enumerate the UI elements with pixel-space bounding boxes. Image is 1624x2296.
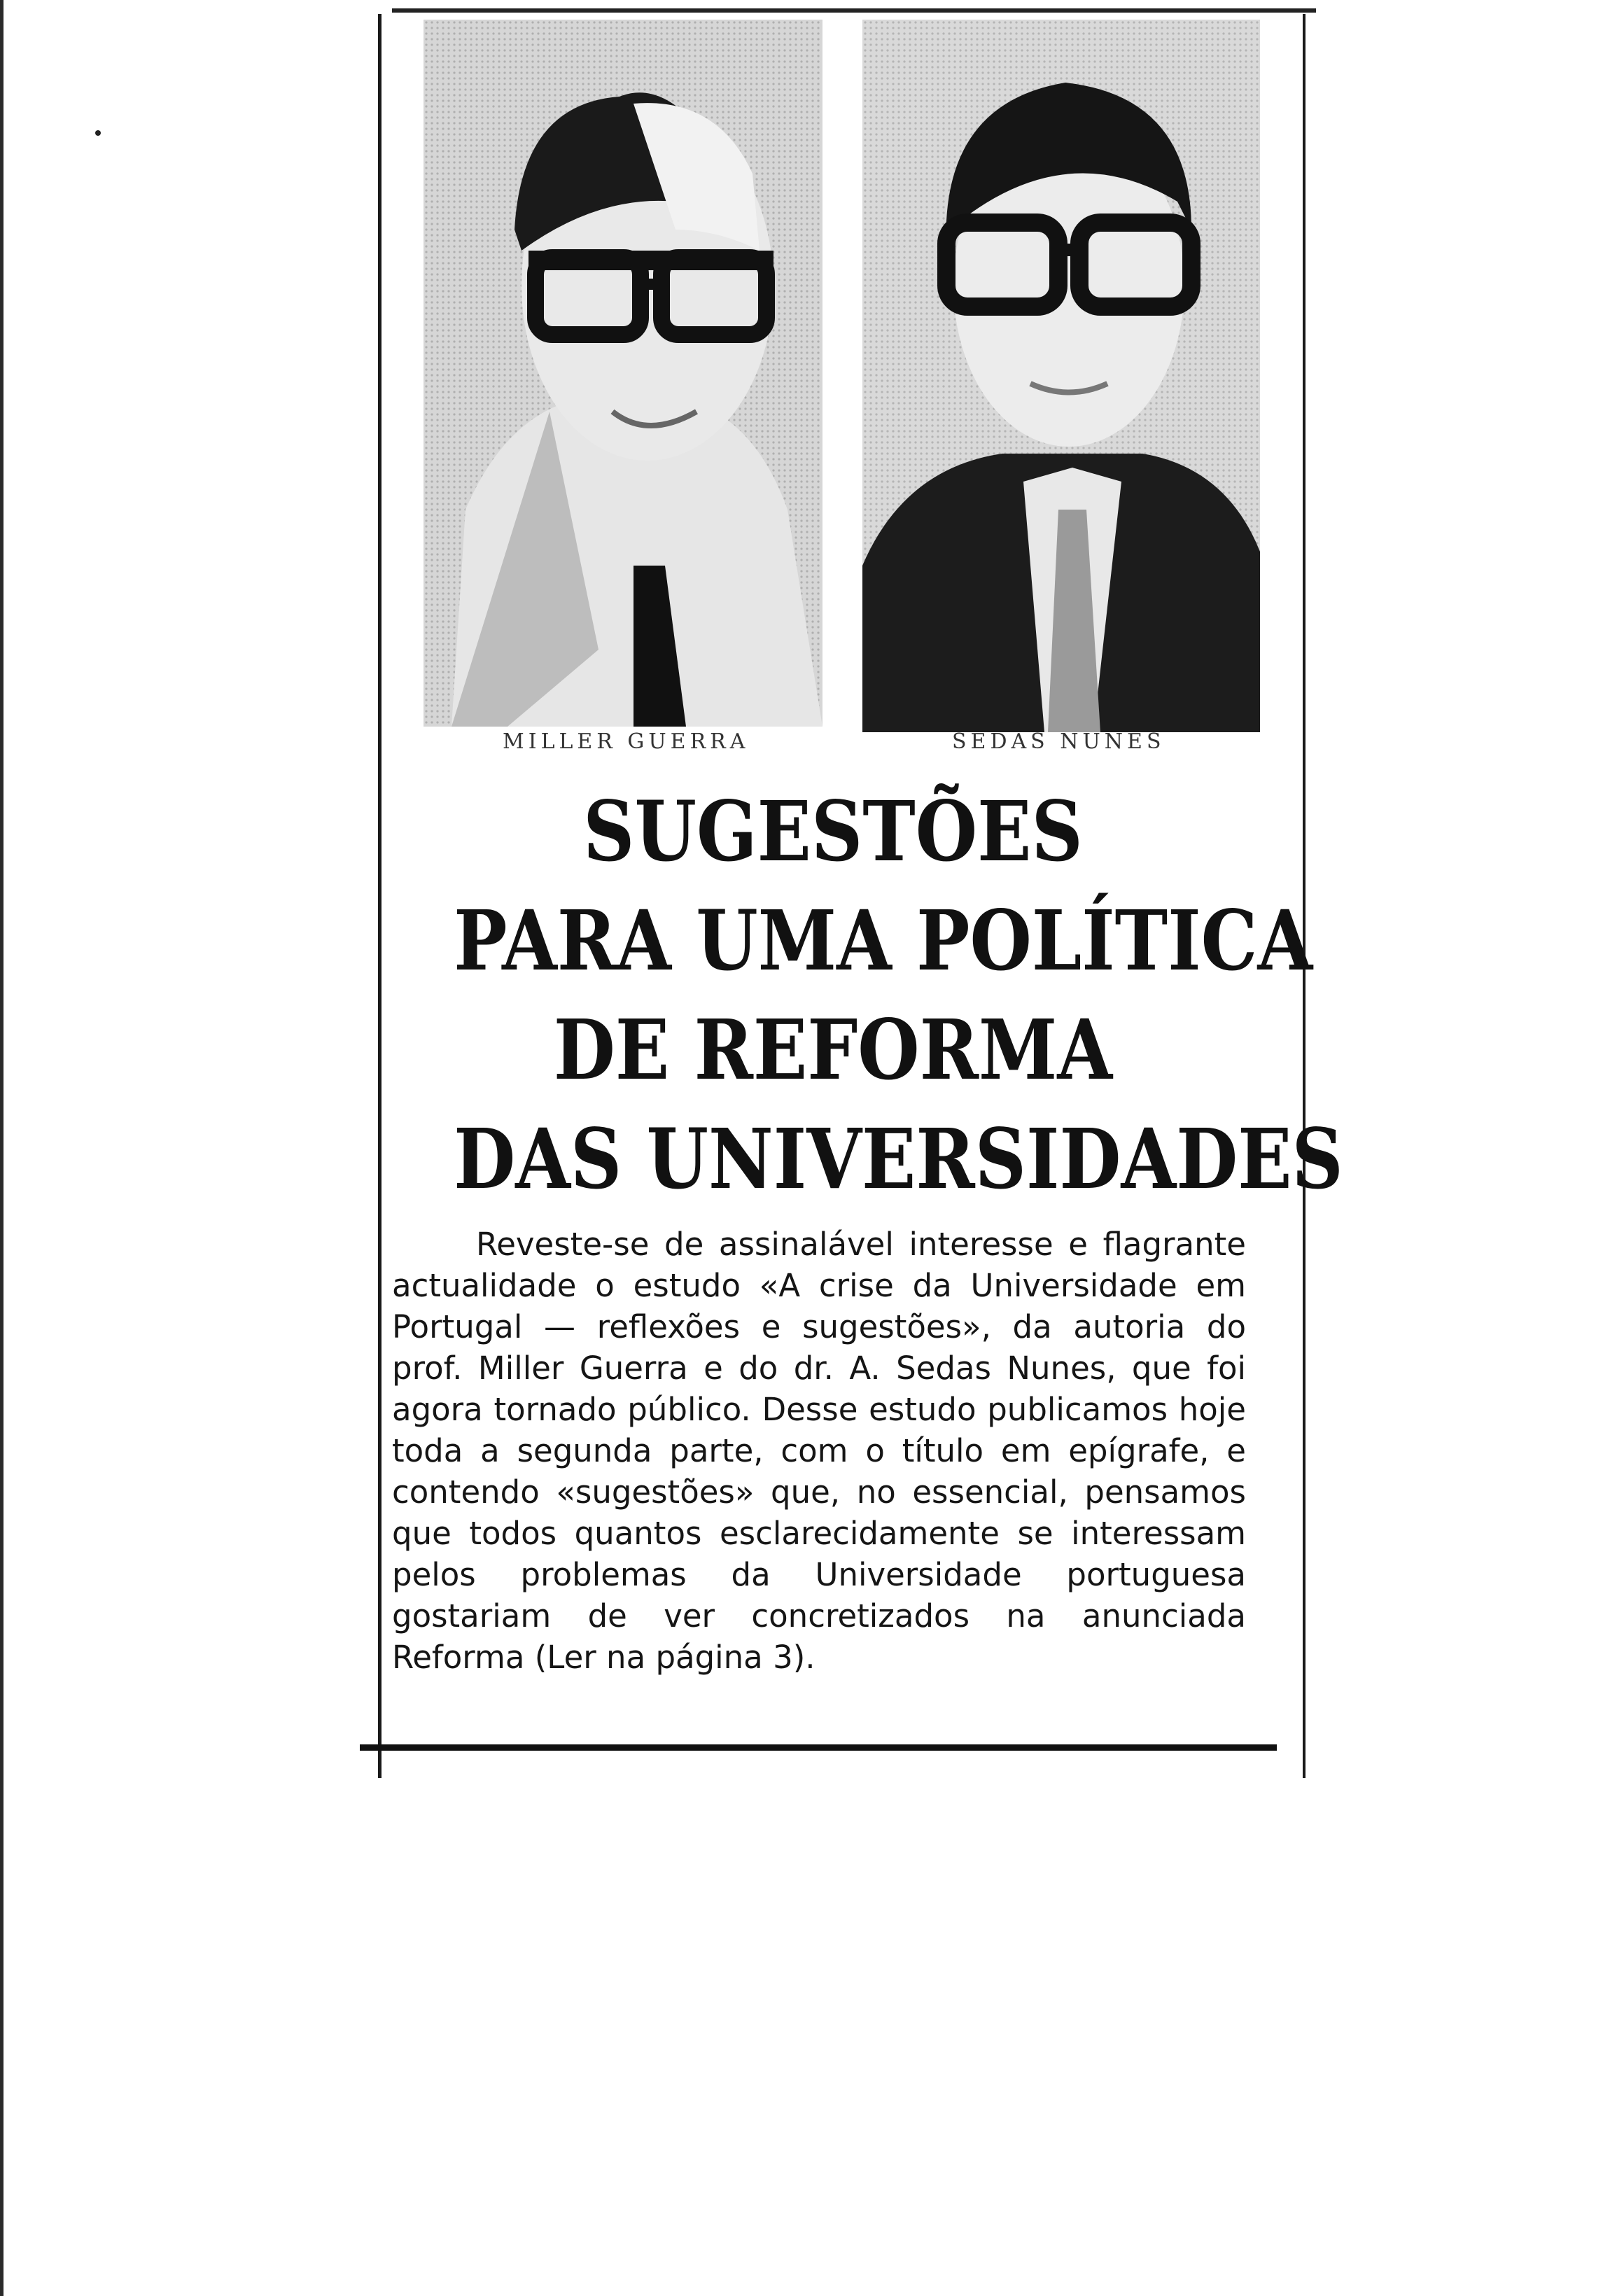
scan-speck xyxy=(95,130,101,136)
headline-line-4: DAS UNIVERSIDADES xyxy=(454,1110,1343,1208)
clipping-top-edge xyxy=(392,8,1316,13)
portrait-image-left xyxy=(424,20,822,727)
photo-miller-guerra xyxy=(424,20,822,727)
headline-line-2: PARA UMA POLÍTICA xyxy=(454,892,1313,989)
headline-line-3: DE REFORMA xyxy=(553,1001,1113,1098)
photo-caption-right: SEDAS NUNES xyxy=(952,729,1166,754)
photo-caption-left: MILLER GUERRA xyxy=(503,729,750,754)
scan-edge-border xyxy=(0,0,4,2296)
article-summary: Reveste-se de assinalável interesse e flagrante actualidade o estudo «A crise da Universidade em Portugal — reflexões e sugestões», da autoria do prof. Miller Guerra e do dr. A. Sedas Nunes, que foi agora tornado público. Desse estudo publicamos hoje toda a segunda parte, com o título em epígrafe, e contendo «sugestões» que, no essencial, pensamos que todos quantos esclarecidamente se interessam pelos problemas da Universidade portuguesa gostariam de ver concretizados na anunciada Reforma (Ler na página 3). xyxy=(392,1226,1246,1676)
photo-sedas-nunes xyxy=(862,20,1260,732)
headline-line-1: SUGESTÕES xyxy=(583,783,1083,880)
portrait-image-right xyxy=(862,20,1260,732)
clipping-bottom-rule xyxy=(360,1744,1277,1751)
headline xyxy=(454,777,1343,1214)
